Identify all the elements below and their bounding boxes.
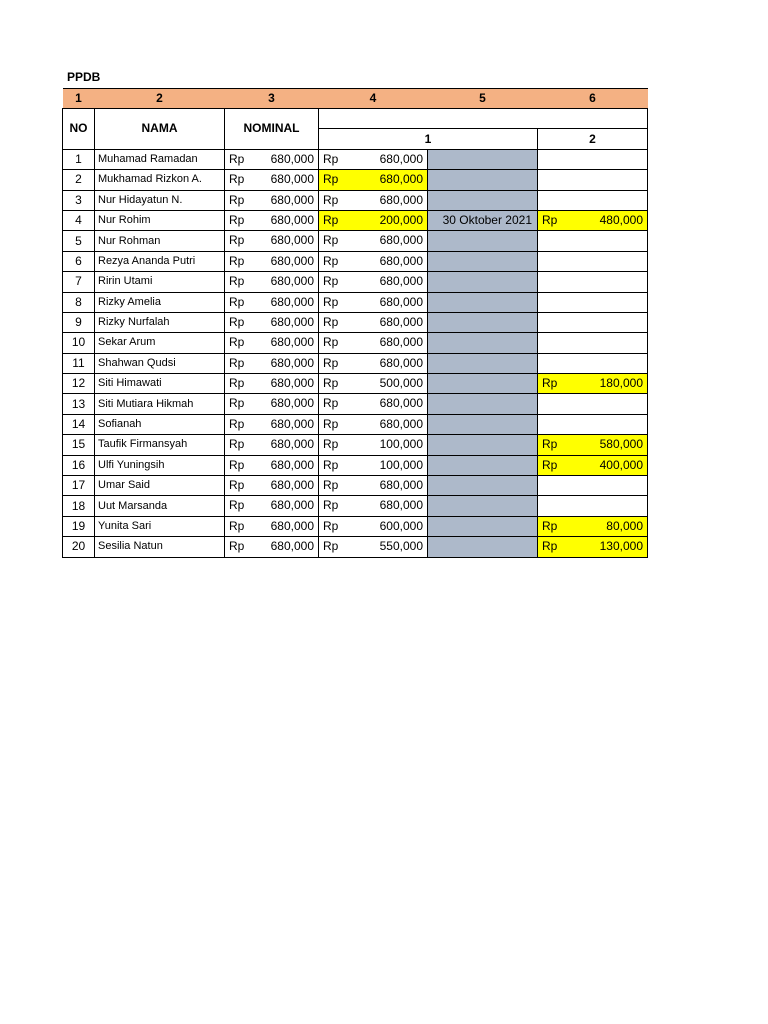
nominal-cell[interactable] bbox=[225, 537, 319, 557]
table-row bbox=[63, 374, 648, 394]
payment-date-cell[interactable]: 30 Oktober 2021 bbox=[428, 210, 538, 230]
currency-label: Rp bbox=[323, 212, 339, 227]
payment-2-amount: 130,000 bbox=[599, 539, 643, 554]
payment-1-amount: 680,000 bbox=[379, 192, 423, 207]
payment-2-amount: 80,000 bbox=[606, 518, 643, 533]
payment-1-cell[interactable] bbox=[319, 312, 428, 332]
currency-label: Rp bbox=[229, 437, 245, 452]
name-cell[interactable]: Umar Said bbox=[95, 476, 225, 496]
payment-2-amount: 180,000 bbox=[599, 376, 643, 391]
row-number-cell[interactable]: 15 bbox=[63, 435, 95, 455]
nominal-amount: 680,000 bbox=[270, 437, 314, 452]
payment-date-cell[interactable] bbox=[428, 516, 538, 536]
currency-label: Rp bbox=[323, 151, 339, 166]
nominal-amount: 680,000 bbox=[270, 355, 314, 370]
row-number-cell[interactable]: 14 bbox=[63, 414, 95, 434]
payment-date-cell[interactable] bbox=[428, 170, 538, 190]
currency-label: Rp bbox=[229, 539, 245, 554]
payment-1-amount: 680,000 bbox=[379, 416, 423, 431]
nominal-cell[interactable] bbox=[225, 251, 319, 271]
row-number-cell[interactable]: 20 bbox=[63, 537, 95, 557]
column-number[interactable]: 3 bbox=[225, 89, 319, 109]
payment-1-cell[interactable] bbox=[319, 516, 428, 536]
row-number-cell[interactable]: 19 bbox=[63, 516, 95, 536]
payment-date-cell[interactable] bbox=[428, 455, 538, 475]
payment-1-amount: 680,000 bbox=[379, 172, 423, 187]
currency-label: Rp bbox=[542, 212, 558, 227]
table-row bbox=[63, 414, 648, 434]
table-row bbox=[63, 455, 648, 475]
currency-label: Rp bbox=[323, 498, 339, 513]
nominal-cell[interactable] bbox=[225, 476, 319, 496]
table-row bbox=[63, 190, 648, 210]
nominal-amount: 680,000 bbox=[270, 498, 314, 513]
name-cell[interactable]: Nur Rohim bbox=[95, 210, 225, 230]
column-number[interactable]: 4 bbox=[319, 89, 428, 109]
nominal-amount: 680,000 bbox=[270, 539, 314, 554]
name-cell[interactable]: Mukhamad Rizkon A. bbox=[95, 170, 225, 190]
currency-label: Rp bbox=[229, 294, 245, 309]
payment-date-cell[interactable] bbox=[428, 374, 538, 394]
currency-label: Rp bbox=[229, 151, 245, 166]
row-number-cell[interactable]: 13 bbox=[63, 394, 95, 414]
payment-1-amount: 680,000 bbox=[379, 274, 423, 289]
table-row bbox=[63, 516, 648, 536]
payment-1-cell[interactable] bbox=[319, 251, 428, 271]
name-cell[interactable]: Siti Himawati bbox=[95, 374, 225, 394]
currency-label: Rp bbox=[323, 233, 339, 248]
row-number-cell[interactable]: 9 bbox=[63, 312, 95, 332]
name-cell[interactable]: Muhamad Ramadan bbox=[95, 149, 225, 169]
nominal-cell[interactable] bbox=[225, 414, 319, 434]
payment-2-amount: 480,000 bbox=[599, 212, 643, 227]
payment-1-cell[interactable] bbox=[319, 210, 428, 230]
nominal-amount: 680,000 bbox=[270, 335, 314, 350]
currency-label: Rp bbox=[229, 212, 245, 227]
row-number-cell[interactable]: 11 bbox=[63, 353, 95, 373]
payment-1-amount: 680,000 bbox=[379, 335, 423, 350]
payment-1-cell[interactable] bbox=[319, 414, 428, 434]
payment-2-cell[interactable] bbox=[538, 312, 648, 332]
payment-2-cell[interactable] bbox=[538, 292, 648, 312]
name-cell[interactable]: Sekar Arum bbox=[95, 333, 225, 353]
column-number[interactable]: 1 bbox=[63, 89, 95, 109]
payment-1-amount: 100,000 bbox=[379, 457, 423, 472]
currency-label: Rp bbox=[323, 396, 339, 411]
nominal-cell[interactable] bbox=[225, 170, 319, 190]
payment-1-cell[interactable] bbox=[319, 190, 428, 210]
payment-2-cell[interactable] bbox=[538, 394, 648, 414]
table-row bbox=[63, 170, 648, 190]
currency-label: Rp bbox=[323, 274, 339, 289]
row-number-cell[interactable]: 17 bbox=[63, 476, 95, 496]
header-nominal[interactable]: NOMINAL bbox=[225, 109, 319, 150]
payment-2-cell[interactable] bbox=[538, 170, 648, 190]
currency-label: Rp bbox=[323, 478, 339, 493]
name-cell[interactable]: Nur Rohman bbox=[95, 231, 225, 251]
payment-1-cell[interactable] bbox=[319, 231, 428, 251]
payment-1-amount: 100,000 bbox=[379, 437, 423, 452]
currency-label: Rp bbox=[229, 192, 245, 207]
name-cell[interactable]: Shahwan Qudsi bbox=[95, 353, 225, 373]
payment-date-cell[interactable] bbox=[428, 414, 538, 434]
payment-date-cell[interactable] bbox=[428, 435, 538, 455]
table-row bbox=[63, 394, 648, 414]
table-row bbox=[63, 272, 648, 292]
nominal-amount: 680,000 bbox=[270, 294, 314, 309]
payment-1-amount: 680,000 bbox=[379, 498, 423, 513]
table-row bbox=[63, 312, 648, 332]
name-cell[interactable]: Yunita Sari bbox=[95, 516, 225, 536]
payment-2-amount: 400,000 bbox=[599, 457, 643, 472]
currency-label: Rp bbox=[323, 253, 339, 268]
nominal-amount: 680,000 bbox=[270, 376, 314, 391]
table-row bbox=[63, 496, 648, 516]
name-cell[interactable]: Uut Marsanda bbox=[95, 496, 225, 516]
payment-2-cell[interactable] bbox=[538, 516, 648, 536]
payment-date-cell[interactable] bbox=[428, 394, 538, 414]
name-cell[interactable]: Rezya Ananda Putri bbox=[95, 251, 225, 271]
currency-label: Rp bbox=[323, 172, 339, 187]
nominal-cell[interactable] bbox=[225, 333, 319, 353]
payment-1-amount: 680,000 bbox=[379, 314, 423, 329]
payment-2-cell[interactable] bbox=[538, 537, 648, 557]
payment-date-cell[interactable] bbox=[428, 149, 538, 169]
column-number-row bbox=[63, 89, 648, 109]
payment-1-amount: 680,000 bbox=[379, 396, 423, 411]
payment-1-amount: 680,000 bbox=[379, 294, 423, 309]
name-cell[interactable]: Rizky Amelia bbox=[95, 292, 225, 312]
table-row bbox=[63, 476, 648, 496]
currency-label: Rp bbox=[229, 233, 245, 248]
payment-1-amount: 500,000 bbox=[379, 376, 423, 391]
payment-2-cell[interactable] bbox=[538, 251, 648, 271]
table-row bbox=[63, 149, 648, 169]
payment-1-amount: 600,000 bbox=[379, 518, 423, 533]
table-row bbox=[63, 537, 648, 557]
nominal-amount: 680,000 bbox=[270, 233, 314, 248]
currency-label: Rp bbox=[323, 416, 339, 431]
currency-label: Rp bbox=[229, 355, 245, 370]
nominal-amount: 680,000 bbox=[270, 478, 314, 493]
currency-label: Rp bbox=[542, 437, 558, 452]
nominal-cell[interactable] bbox=[225, 374, 319, 394]
table-row bbox=[63, 435, 648, 455]
row-number-cell[interactable]: 6 bbox=[63, 251, 95, 271]
nominal-cell[interactable] bbox=[225, 353, 319, 373]
currency-label: Rp bbox=[542, 539, 558, 554]
column-number[interactable]: 5 bbox=[428, 89, 538, 109]
name-cell[interactable]: Nur Hidayatun N. bbox=[95, 190, 225, 210]
table-row bbox=[63, 210, 648, 230]
currency-label: Rp bbox=[229, 335, 245, 350]
nominal-amount: 680,000 bbox=[270, 314, 314, 329]
row-number-cell[interactable]: 3 bbox=[63, 190, 95, 210]
currency-label: Rp bbox=[323, 294, 339, 309]
header-no[interactable]: NO bbox=[63, 109, 95, 150]
payment-date-cell[interactable] bbox=[428, 190, 538, 210]
currency-label: Rp bbox=[229, 172, 245, 187]
payment-1-cell[interactable] bbox=[319, 272, 428, 292]
nominal-cell[interactable] bbox=[225, 496, 319, 516]
payment-date-cell[interactable] bbox=[428, 272, 538, 292]
nominal-amount: 680,000 bbox=[270, 457, 314, 472]
payment-2-cell[interactable] bbox=[538, 496, 648, 516]
nominal-cell[interactable] bbox=[225, 312, 319, 332]
name-cell[interactable]: Taufik Firmansyah bbox=[95, 435, 225, 455]
currency-label: Rp bbox=[229, 253, 245, 268]
nominal-cell[interactable] bbox=[225, 149, 319, 169]
currency-label: Rp bbox=[323, 437, 339, 452]
row-number-cell[interactable]: 5 bbox=[63, 231, 95, 251]
nominal-cell[interactable] bbox=[225, 190, 319, 210]
nominal-amount: 680,000 bbox=[270, 253, 314, 268]
payment-2-cell[interactable] bbox=[538, 210, 648, 230]
row-number-cell[interactable]: 4 bbox=[63, 210, 95, 230]
currency-label: Rp bbox=[229, 416, 245, 431]
payment-1-amount: 680,000 bbox=[379, 253, 423, 268]
header-row bbox=[63, 109, 648, 129]
payment-2-cell[interactable] bbox=[538, 272, 648, 292]
currency-label: Rp bbox=[323, 355, 339, 370]
column-number[interactable]: 2 bbox=[95, 89, 225, 109]
payment-date-cell[interactable] bbox=[428, 353, 538, 373]
currency-label: Rp bbox=[323, 539, 339, 554]
payment-date-cell[interactable] bbox=[428, 251, 538, 271]
nominal-amount: 680,000 bbox=[270, 518, 314, 533]
currency-label: Rp bbox=[229, 314, 245, 329]
table-row bbox=[63, 292, 648, 312]
currency-label: Rp bbox=[229, 518, 245, 533]
payment-2-cell[interactable] bbox=[538, 149, 648, 169]
payment-1-cell[interactable] bbox=[319, 476, 428, 496]
nominal-cell[interactable] bbox=[225, 231, 319, 251]
name-cell[interactable]: Ulfi Yuningsih bbox=[95, 455, 225, 475]
nominal-amount: 680,000 bbox=[270, 192, 314, 207]
payment-1-cell[interactable] bbox=[319, 394, 428, 414]
table-row bbox=[63, 333, 648, 353]
payment-2-cell[interactable] bbox=[538, 231, 648, 251]
payment-1-amount: 200,000 bbox=[379, 212, 423, 227]
currency-label: Rp bbox=[323, 314, 339, 329]
currency-label: Rp bbox=[323, 335, 339, 350]
payment-1-cell[interactable] bbox=[319, 374, 428, 394]
payment-2-cell[interactable] bbox=[538, 476, 648, 496]
payment-1-cell[interactable] bbox=[319, 333, 428, 353]
payment-1-cell[interactable] bbox=[319, 496, 428, 516]
payment-date-cell[interactable] bbox=[428, 292, 538, 312]
currency-label: Rp bbox=[323, 192, 339, 207]
nominal-amount: 680,000 bbox=[270, 274, 314, 289]
payment-1-cell[interactable] bbox=[319, 149, 428, 169]
nominal-cell[interactable] bbox=[225, 516, 319, 536]
payment-date-cell[interactable] bbox=[428, 312, 538, 332]
table-row bbox=[63, 353, 648, 373]
payment-2-cell[interactable] bbox=[538, 353, 648, 373]
nominal-cell[interactable] bbox=[225, 435, 319, 455]
name-cell[interactable]: Ririn Utami bbox=[95, 272, 225, 292]
row-number-cell[interactable]: 1 bbox=[63, 149, 95, 169]
currency-label: Rp bbox=[323, 376, 339, 391]
currency-label: Rp bbox=[229, 396, 245, 411]
payment-2-cell[interactable] bbox=[538, 455, 648, 475]
currency-label: Rp bbox=[542, 518, 558, 533]
payment-date-cell[interactable] bbox=[428, 496, 538, 516]
currency-label: Rp bbox=[229, 498, 245, 513]
nominal-cell[interactable] bbox=[225, 455, 319, 475]
row-number-cell[interactable]: 10 bbox=[63, 333, 95, 353]
currency-label: Rp bbox=[323, 518, 339, 533]
sheet-title: PPDB bbox=[67, 70, 101, 84]
payment-2-amount: 580,000 bbox=[599, 437, 643, 452]
currency-label: Rp bbox=[542, 457, 558, 472]
currency-label: Rp bbox=[229, 274, 245, 289]
table-row bbox=[63, 251, 648, 271]
payment-1-cell[interactable] bbox=[319, 170, 428, 190]
payment-2-cell[interactable] bbox=[538, 435, 648, 455]
payment-1-cell[interactable] bbox=[319, 537, 428, 557]
nominal-cell[interactable] bbox=[225, 272, 319, 292]
payment-1-amount: 680,000 bbox=[379, 151, 423, 166]
payment-1-amount: 680,000 bbox=[379, 233, 423, 248]
row-number-cell[interactable]: 2 bbox=[63, 170, 95, 190]
nominal-cell[interactable] bbox=[225, 210, 319, 230]
payment-1-cell[interactable] bbox=[319, 292, 428, 312]
row-number-cell[interactable]: 7 bbox=[63, 272, 95, 292]
payment-date-cell[interactable] bbox=[428, 476, 538, 496]
row-number-cell[interactable]: 16 bbox=[63, 455, 95, 475]
table-row bbox=[63, 231, 648, 251]
currency-label: Rp bbox=[323, 457, 339, 472]
payment-2-cell[interactable] bbox=[538, 333, 648, 353]
payment-2-cell[interactable] bbox=[538, 414, 648, 434]
payment-1-cell[interactable] bbox=[319, 435, 428, 455]
nominal-amount: 680,000 bbox=[270, 212, 314, 227]
payment-group-header[interactable] bbox=[319, 109, 648, 129]
nominal-amount: 680,000 bbox=[270, 396, 314, 411]
payment-1-amount: 680,000 bbox=[379, 478, 423, 493]
column-number[interactable]: 6 bbox=[538, 89, 648, 109]
installment-1-header[interactable]: 1 bbox=[319, 129, 538, 149]
installment-2-header[interactable]: 2 bbox=[538, 129, 648, 149]
payment-date-cell[interactable] bbox=[428, 537, 538, 557]
payment-1-amount: 550,000 bbox=[379, 539, 423, 554]
payment-date-cell[interactable] bbox=[428, 231, 538, 251]
payment-date-cell[interactable] bbox=[428, 333, 538, 353]
currency-label: Rp bbox=[229, 478, 245, 493]
row-number-cell[interactable]: 8 bbox=[63, 292, 95, 312]
payment-2-cell[interactable] bbox=[538, 374, 648, 394]
payment-1-cell[interactable] bbox=[319, 353, 428, 373]
currency-label: Rp bbox=[229, 457, 245, 472]
payment-1-cell[interactable] bbox=[319, 455, 428, 475]
nominal-amount: 680,000 bbox=[270, 172, 314, 187]
name-cell[interactable]: Rizky Nurfalah bbox=[95, 312, 225, 332]
name-cell[interactable]: Siti Mutiara Hikmah bbox=[95, 394, 225, 414]
nominal-cell[interactable] bbox=[225, 394, 319, 414]
payment-2-cell[interactable] bbox=[538, 190, 648, 210]
nominal-amount: 680,000 bbox=[270, 416, 314, 431]
ppdb-table bbox=[62, 88, 648, 558]
nominal-cell[interactable] bbox=[225, 292, 319, 312]
row-number-cell[interactable]: 12 bbox=[63, 374, 95, 394]
header-nama[interactable]: NAMA bbox=[95, 109, 225, 150]
row-number-cell[interactable]: 18 bbox=[63, 496, 95, 516]
nominal-amount: 680,000 bbox=[270, 151, 314, 166]
currency-label: Rp bbox=[542, 376, 558, 391]
payment-1-amount: 680,000 bbox=[379, 355, 423, 370]
name-cell[interactable]: Sofianah bbox=[95, 414, 225, 434]
name-cell[interactable]: Sesilia Natun bbox=[95, 537, 225, 557]
currency-label: Rp bbox=[229, 376, 245, 391]
